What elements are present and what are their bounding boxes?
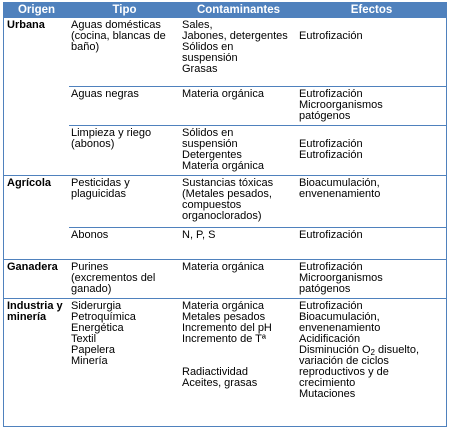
tipo-cell: Purines (excrementos del ganado) (69, 259, 180, 298)
origin-cell: Urbana (7, 19, 45, 31)
tipo-cell: Aguas domésticas (cocina, blancas de baño) (71, 19, 166, 53)
table-row (4, 125, 446, 175)
tipo-cell: Abonos (69, 227, 180, 259)
efectos-cell: Bioacumulación, envenenamiento (297, 175, 446, 227)
contaminantes-cell: Sólidos en suspensión Detergentes Materia orgánica (180, 125, 297, 175)
contaminantes-cell: Sales, Jabones, detergentes Sólidos en suspensión Grasas (182, 19, 288, 75)
contaminantes-cell: Materia orgánica (180, 86, 297, 125)
efectos-cell: Eutrofización Bioacumulación, envenenamiento Acidificación Disminución $O_2$ disuelto, variación de ciclos reproductivos y de crecimiento Mutaciones (297, 298, 446, 400)
efectos-cell: Eutrofización (297, 227, 446, 259)
efectos-cell: Eutrofización Microorganismos patógenos (297, 86, 446, 125)
o2-effect-line: Disminución $O_2$ disuelto, (299, 343, 420, 357)
efectos-cell: Eutrofización Eutrofización (297, 125, 446, 175)
header-efectos: Efectos (297, 3, 446, 18)
contaminantes-cell: N, P, S (180, 227, 297, 259)
tipo-cell: Limpieza y riego (abonos) (69, 125, 180, 175)
table-row (4, 18, 446, 86)
origin-cell: Ganadera (4, 259, 69, 298)
contaminantes-cell: Materia orgánica (180, 259, 297, 298)
contaminantes-cell: Sustancias tóxicas (Metales pesados, compuestos organoclorados) (180, 175, 297, 227)
header-origen: Origen (4, 3, 69, 18)
efectos-cell: Eutrofización (299, 30, 363, 42)
pollution-table (4, 3, 446, 400)
tipo-cell: Siderurgia Petroquímica Energética Textil Papelera Minería (69, 298, 180, 400)
header-tipo: Tipo (69, 3, 180, 18)
table-header-row (4, 3, 446, 18)
pollution-table-frame (3, 2, 447, 427)
contaminantes-cell: Materia orgánica Metales pesados Incremento del pH Incremento de Tª Radiactividad Aceites, grasas (180, 298, 297, 400)
origin-cell: Industria y minería (4, 298, 69, 400)
efectos-cell: Eutrofización Microorganismos patógenos (297, 259, 446, 298)
header-contaminantes: Contaminantes (180, 3, 297, 18)
tipo-cell: Aguas negras (69, 86, 180, 125)
table-row (4, 175, 446, 227)
tipo-cell: Pesticidas y plaguicidas (69, 175, 180, 227)
table-row (4, 259, 446, 298)
table-row (4, 298, 446, 400)
origin-cell: Agrícola (4, 175, 69, 259)
table-row (4, 227, 446, 259)
table-row (4, 86, 446, 125)
